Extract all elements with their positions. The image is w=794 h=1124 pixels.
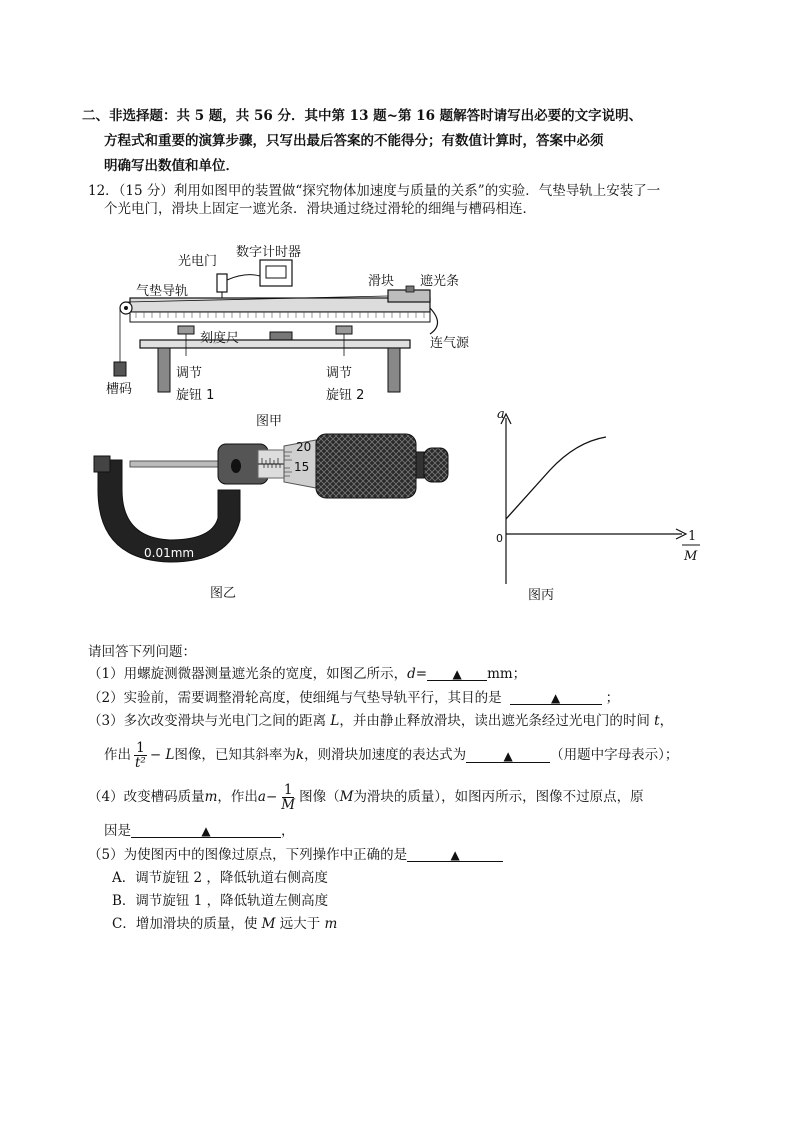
item-1 (88, 665, 526, 683)
item-2 (88, 689, 619, 707)
item-4-text-c: 图像（ (299, 789, 340, 805)
x-axis-label-den: M (684, 549, 698, 564)
label-knob2-b: 旋钮 2 (326, 388, 365, 403)
item-3-text-b: ，并由静止释放滑块，读出遮光条经过光电门的时间 (339, 713, 655, 729)
answer-prompt: 请回答下列问题： (88, 644, 196, 660)
item-1-text: （1）用螺旋测微器测量遮光条的宽度，如图乙所示， (88, 666, 408, 682)
thimble-scale-20: 20 (296, 440, 312, 454)
label-slider: 滑块 (368, 274, 395, 289)
air-track (130, 298, 430, 312)
section-header-line3: 明确写出数值和单位． (104, 158, 239, 174)
item-3-minus-L: − L (149, 747, 175, 763)
option-c-var-m: m (324, 916, 338, 932)
knob-1 (178, 326, 194, 334)
shade-strip (406, 286, 414, 292)
item-4-text-e: 因是 (104, 823, 131, 839)
option-b[interactable]: B．调节旋钮 1 ，降低轨道左侧高度 (112, 893, 329, 909)
item-3-frac-num: 1 (136, 739, 145, 756)
frame-label: 0.01mm (144, 546, 195, 560)
label-knob2-a: 调节 (326, 366, 353, 381)
item-3-var-t: t (654, 713, 660, 729)
item-3-text-f: ，则滑块加速度的表达式为 (304, 747, 467, 763)
option-c-text-a: C．增加滑块的质量，使 (112, 916, 262, 932)
item-4-frac-den: M (281, 796, 296, 813)
item-4-var-m: m (204, 789, 218, 805)
item-3-text-g: （用题中字母表示）； (550, 747, 679, 763)
item-5-text: （5）为使图丙中的图像过原点，下列操作中正确的是 (88, 847, 408, 863)
label-knob1-a: 调节 (176, 366, 203, 381)
option-c-var-M: M (261, 916, 276, 932)
x-axis-label-num: 1 (688, 529, 697, 544)
micrometer-anvil (94, 456, 110, 472)
knob-2 (336, 326, 352, 334)
section-header-line2: 方程式和重要的演算步骤，只写出最后答案的不能得分；有数值计算时，答案中必须 (104, 133, 604, 149)
item-4-var-M: M (339, 789, 354, 805)
item-3-text-a: （3）多次改变滑块与光电门之间的距离 (88, 713, 331, 729)
item-3-text-c: ， (659, 713, 674, 729)
option-c[interactable] (112, 915, 337, 933)
item-3-line2 (104, 736, 678, 774)
micrometer-spindle (130, 461, 230, 467)
item-3-line1 (88, 712, 673, 730)
table-leg-left (158, 348, 170, 392)
item-4-text-d: 为滑块的质量），如图丙所示，图像不过原点，原 (353, 789, 644, 805)
item-4-frac-num: 1 (283, 781, 293, 798)
blank-marker: ▲ (503, 749, 513, 763)
thimble-scale-15: 15 (294, 460, 310, 474)
micrometer-ratchet (416, 452, 424, 478)
item-2-text: （2）实验前，需要调整滑轮高度，使细绳与气垫导轨平行，其目的是 (88, 690, 502, 706)
origin-label: 0 (496, 532, 503, 545)
item-4-var-a: a (257, 789, 266, 805)
item-4-text-b: ，作出 (217, 789, 258, 805)
item-1-eq: = (415, 666, 428, 682)
section-header-line1: 二、非选择题：共 5 题，共 56 分．其中第 13 题~第 16 题解答时请写出必要的文字说明、 (82, 108, 643, 124)
item-3-var-L: L (330, 713, 340, 729)
question-intro-line1: 12．（15 分）利用如图甲的装置做“探究物体加速度与质量的关系”的实验．气垫导轨上安装了一 (88, 183, 661, 199)
label-ruler: 刻度尺 (200, 331, 240, 346)
item-3-text-d: 作出 (104, 747, 131, 763)
item-3-fraction (133, 741, 148, 770)
hanging-weight (114, 362, 126, 376)
answer-blank-5[interactable] (407, 846, 503, 862)
figure-yi-micrometer (90, 430, 460, 570)
table-top (140, 340, 410, 348)
label-photogate: 光电门 (178, 254, 218, 269)
item-4-line2 (104, 822, 295, 840)
option-a[interactable]: A．调节旋钮 2 ，降低轨道右侧高度 (112, 870, 328, 886)
item-1-var-d: d (407, 666, 416, 682)
figure-jia-caption: 图甲 (256, 414, 283, 429)
item-4-minus: − (265, 789, 278, 805)
table-leg-right (388, 348, 400, 392)
answer-blank-3[interactable] (466, 747, 550, 763)
item-4-fraction (279, 783, 297, 812)
label-timer: 数字计时器 (236, 245, 302, 260)
item-3-text-e: 图像，已知其斜率为 (174, 747, 296, 763)
digital-timer (260, 260, 292, 286)
item-4-text-f: ， (281, 823, 295, 839)
item-5 (88, 846, 503, 864)
figure-bing-graph (486, 404, 706, 588)
photogate (217, 274, 227, 292)
figure-yi-caption: 图乙 (210, 586, 237, 601)
y-axis-label: a (497, 407, 505, 422)
answer-blank-4[interactable] (131, 822, 281, 838)
item-3-frac-den: t² (135, 754, 146, 771)
item-1-unit: mm； (487, 666, 527, 682)
a-vs-inv-m-curve (506, 437, 606, 519)
item-4-text-a: （4）改变槽码质量 (88, 789, 205, 805)
micrometer-grip (316, 434, 416, 498)
label-air-source: 连气源 (430, 336, 470, 351)
figure-bing-caption: 图丙 (528, 588, 555, 603)
blank-marker: ▲ (550, 691, 561, 705)
item-3-var-k: k (295, 747, 305, 763)
answer-blank-2[interactable] (510, 689, 602, 705)
label-knob1-b: 旋钮 1 (176, 388, 215, 403)
item-4-line1 (88, 778, 644, 816)
item-2-end: ； (605, 690, 620, 706)
label-weight: 槽码 (106, 382, 133, 397)
blank-marker: ▲ (201, 824, 211, 838)
blank-marker: ▲ (450, 848, 460, 862)
label-shade-strip: 遮光条 (420, 274, 460, 289)
label-air-track: 气垫导轨 (136, 284, 189, 299)
option-c-text-b: 远大于 (275, 916, 325, 932)
blank-marker: ▲ (452, 667, 462, 681)
question-intro-line2: 个光电门，滑块上固定一遮光条．滑块通过绕过滑轮的细绳与槽码相连． (104, 201, 536, 217)
answer-blank-1[interactable] (427, 665, 487, 681)
